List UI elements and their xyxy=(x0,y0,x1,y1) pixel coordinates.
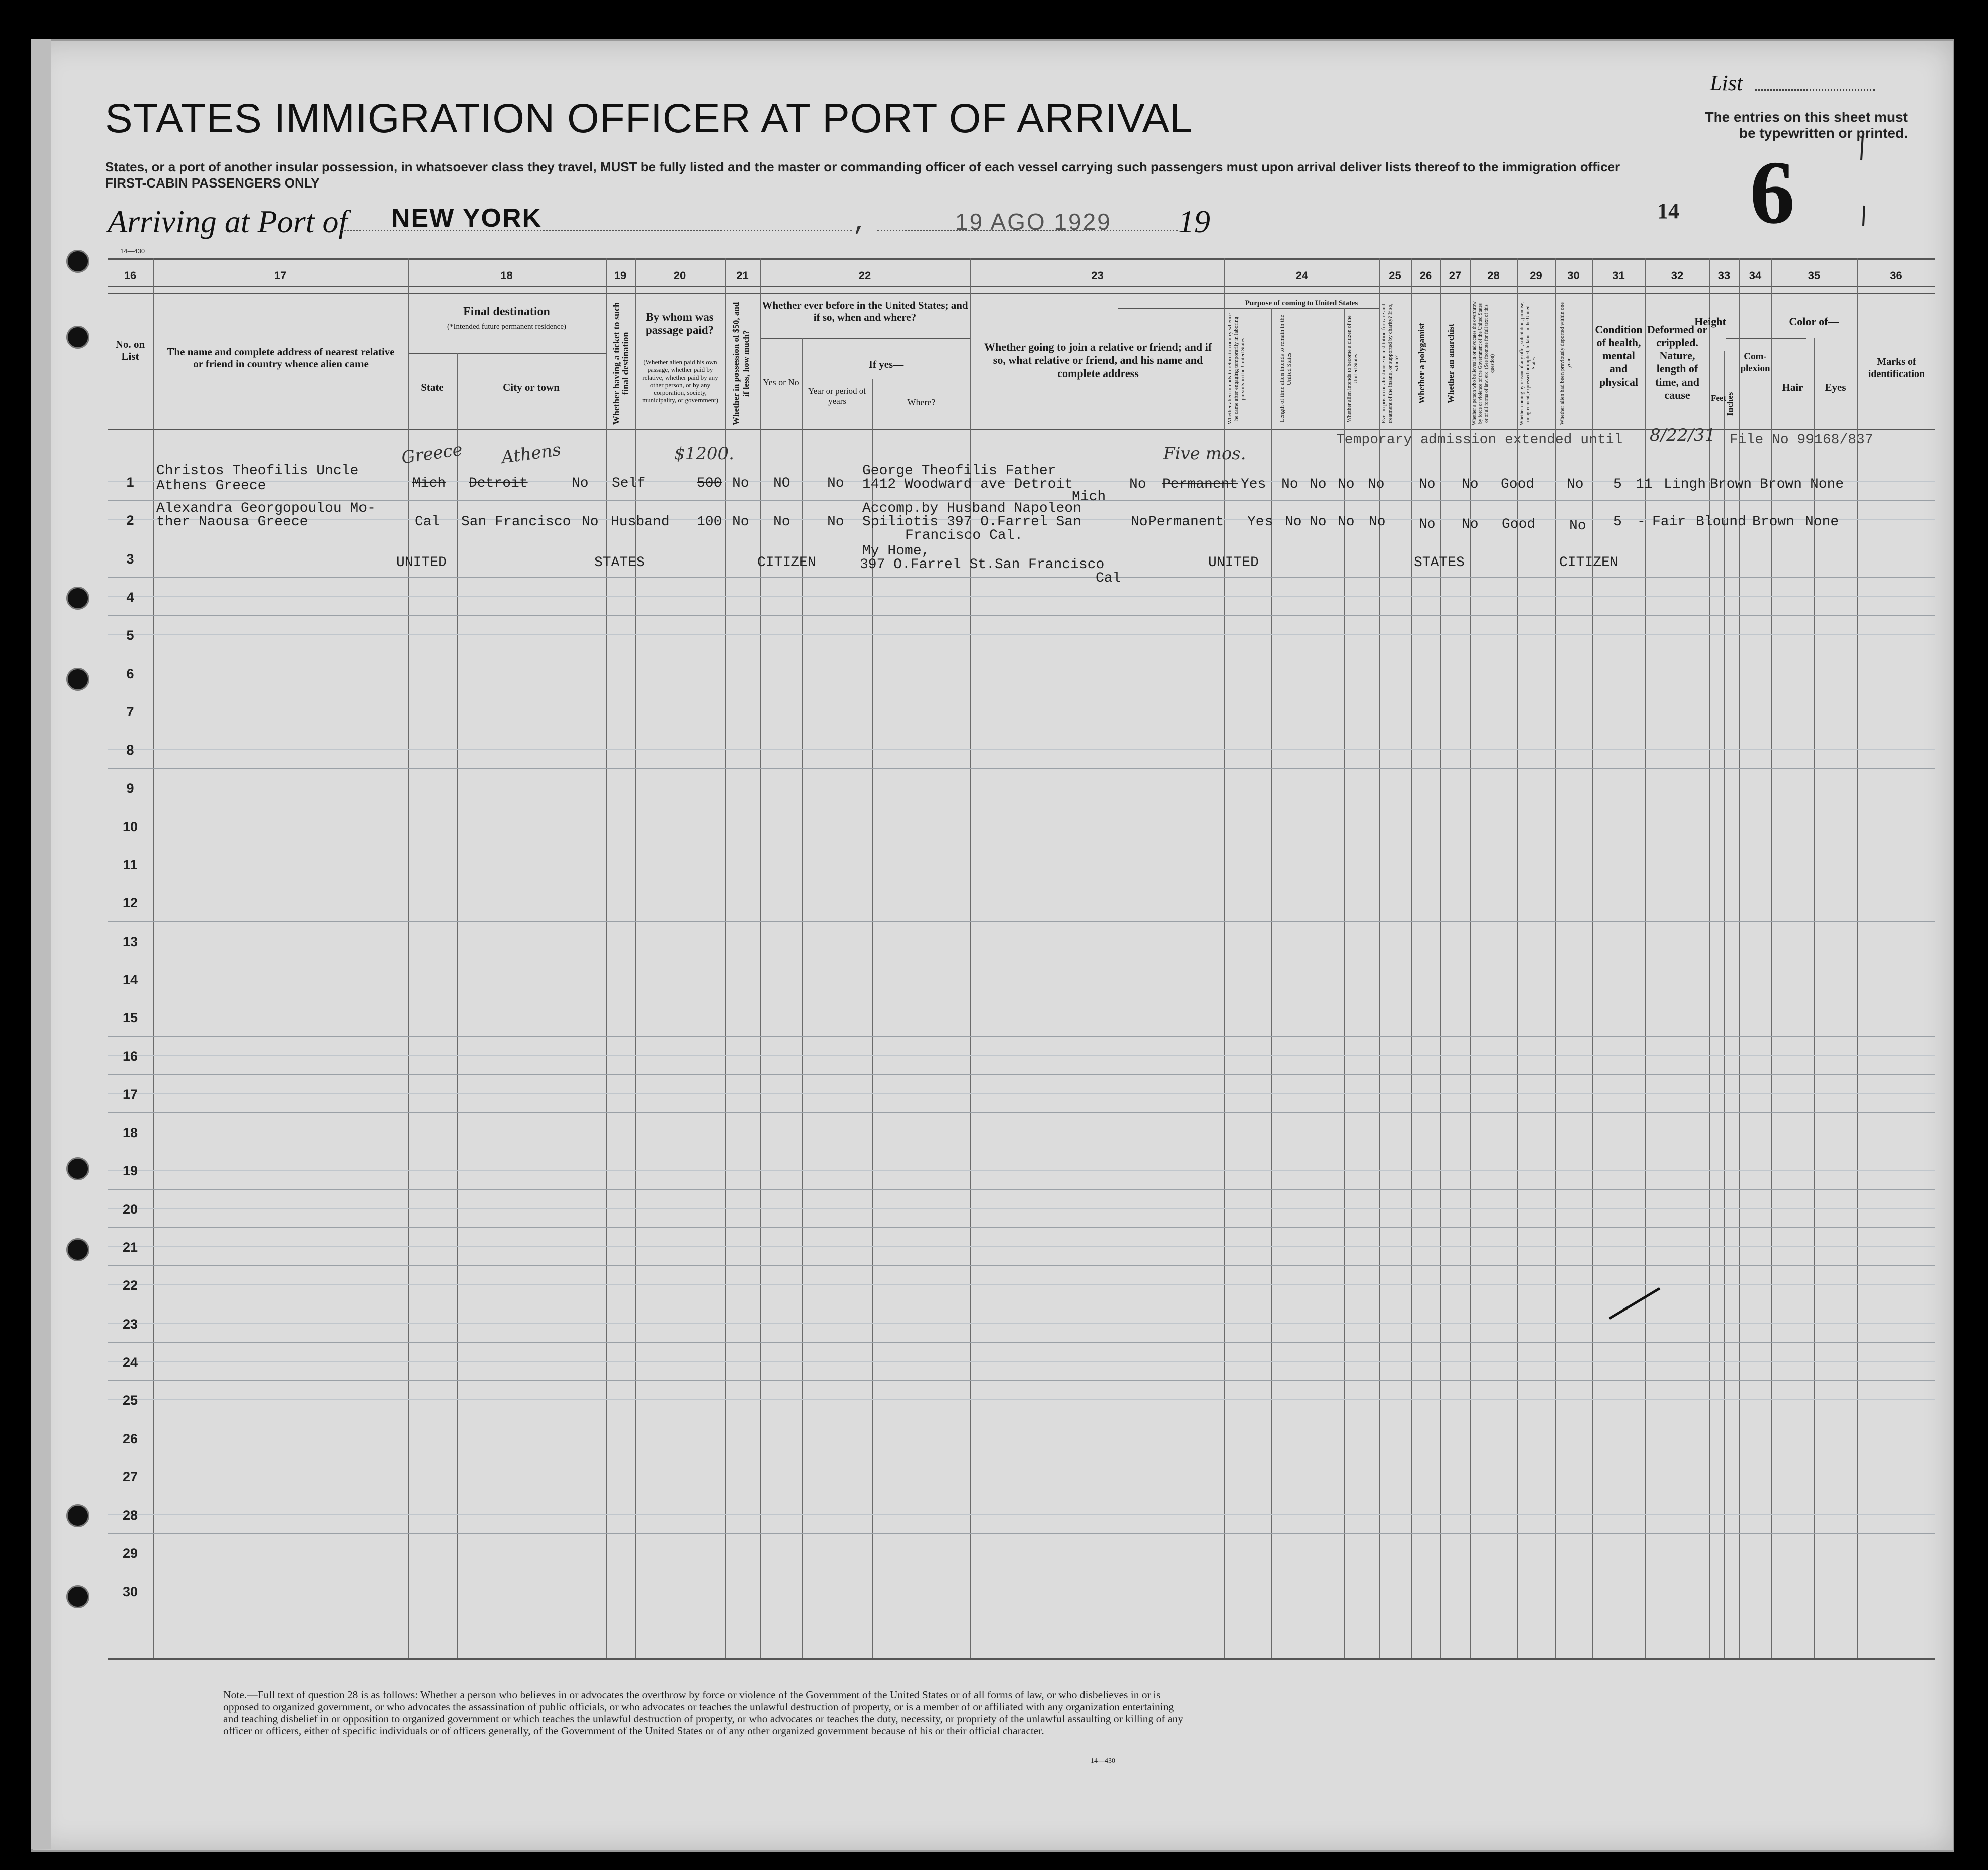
col-divider xyxy=(1724,351,1725,1658)
header-deformed: Deformed or crippled. Nature, length of time, and cause xyxy=(1647,323,1708,401)
row3-states-2: STATES xyxy=(1414,555,1465,571)
row-subline xyxy=(108,1399,1935,1400)
row-number: 15 xyxy=(122,1010,138,1026)
col-divider xyxy=(635,258,636,1658)
column-number-24: 24 xyxy=(1295,269,1308,282)
row2-inches: - xyxy=(1637,514,1646,530)
column-number-28: 28 xyxy=(1487,269,1500,282)
col-divider xyxy=(606,258,607,1658)
header-overthrow: Whether a person who believes in or advocates the overthrow by force or violence of the Government of the United States or of all forms of law, etc. (See footnote for full text of this question) xyxy=(1472,301,1495,426)
row2-deformed: No xyxy=(1569,518,1586,534)
row1-anarchist: No xyxy=(1338,477,1355,492)
row-number: 18 xyxy=(122,1125,138,1141)
row1-where: No xyxy=(827,476,844,491)
row2-return: No xyxy=(1131,514,1148,530)
header-state: State xyxy=(421,381,444,393)
row-number: 10 xyxy=(122,819,138,834)
row2-length: Permanent xyxy=(1148,514,1224,530)
header-inches: Inches xyxy=(1725,392,1735,416)
col-divider xyxy=(153,258,154,1658)
row2-complexion: Fair xyxy=(1652,514,1686,530)
page-title: STATES IMMIGRATION OFFICER AT PORT OF ARRIVAL xyxy=(105,96,1193,141)
row2-relative-line2: ther Naousa Greece xyxy=(156,514,308,530)
row2-join-line2: Spiliotis 397 O.Farrel San xyxy=(862,514,1081,530)
row2-paid-by: Husband xyxy=(611,514,670,530)
column-number-23: 23 xyxy=(1091,269,1104,282)
row1-join-line1: George Theofilis Father xyxy=(862,463,1056,479)
row-number: 9 xyxy=(126,781,134,796)
subtitle-line-2: FIRST-CABIN PASSENGERS ONLY xyxy=(105,175,320,191)
column-number-33: 33 xyxy=(1718,269,1731,282)
table-bottom-rule xyxy=(108,1658,1935,1660)
row1-hair: Brown xyxy=(1710,477,1752,492)
row-number: 25 xyxy=(122,1393,138,1408)
row1-citizen: Yes xyxy=(1241,477,1267,492)
date-stamp: 19 AGO 1929 xyxy=(955,209,1112,235)
subtitle-line-1: States, or a port of another insular possession, in whatsoever class they travel, MUST be fully listed and the master or commanding officer of each vessel carrying such passengers must upon arrival deliver lists thereof to the immigration officer xyxy=(105,159,1620,174)
row-number: 2 xyxy=(126,513,134,528)
header-if-yes: If yes— xyxy=(868,358,904,370)
row1-money: 500 xyxy=(697,476,722,491)
row-subline xyxy=(108,1514,1935,1515)
header-city-or-town: City or town xyxy=(503,381,560,393)
row2-relative-line1: Alexandra Georgopoulou Mo- xyxy=(156,501,376,516)
row1-period: NO xyxy=(773,476,790,491)
row-number: 11 xyxy=(123,857,138,872)
header-labor-offer: Whether coming by reason of any offer, solicitation, promise, or agreement, expressed or implied, to labor in the United States xyxy=(1519,301,1537,426)
header-hair: Hair xyxy=(1782,381,1803,393)
sheet-number: 6 xyxy=(1750,142,1795,242)
header-polygamist: Whether a polygamist xyxy=(1417,323,1426,404)
header-height: Height xyxy=(1694,315,1726,328)
row2-state: Cal xyxy=(415,514,440,530)
column-number-18: 18 xyxy=(500,269,513,282)
row1-eyes: Brown xyxy=(1760,477,1802,492)
c22-subrule xyxy=(760,338,970,339)
row-subline xyxy=(108,1055,1935,1056)
row2-hair: Blound xyxy=(1696,514,1746,530)
ink-stroke xyxy=(1604,1283,1665,1324)
column-number-19: 19 xyxy=(614,269,627,282)
row3-join-line1: My Home, xyxy=(862,543,930,559)
header-feet-label: Feet xyxy=(1711,393,1727,403)
row2-health: Good xyxy=(1502,517,1536,532)
row2-join-line3: Francisco Cal. xyxy=(905,528,1023,543)
row1-overthrow: No xyxy=(1368,477,1385,492)
header-purpose: Purpose of coming to United States xyxy=(1245,299,1358,307)
column-number-26: 26 xyxy=(1419,269,1432,282)
sheet-binding-edge xyxy=(31,39,51,1849)
row-number: 8 xyxy=(126,742,134,758)
footnote: Note.—Full text of question 28 is as follows: Whether a person who believes in or advocates the overthrow by force or violence of the Government of the United States or of all forms of law, or who disbelieves in or is opposed to organized government, or who advocates the assassination of public officials, or who advocates or teaches the unlawful destruction of property, or is a member of or affiliated with any organization entertaining and teaching disbelief in or opposition to organized government or which teaches the unlawful destruction of property, or who advocates or teaches the duty, necessity, or propriety of the unlawful assaulting or killing of any officer or officers, either of specific individuals or of officers generally, of the Government of the United States or of any other organized government because of his or their official character. xyxy=(223,1689,1183,1737)
column-number-25: 25 xyxy=(1389,269,1401,282)
col-divider xyxy=(1771,258,1772,1658)
row3-join-line2: 397 O.Farrel St.San Francisco xyxy=(860,557,1105,573)
port-name: NEW YORK xyxy=(391,204,543,233)
row2-eyes: Brown xyxy=(1752,514,1795,530)
punch-hole xyxy=(66,1238,89,1261)
row-subline xyxy=(108,1170,1935,1171)
col-divider xyxy=(457,353,458,1658)
row-number: 19 xyxy=(122,1163,138,1179)
col-divider xyxy=(1592,258,1593,1658)
row-number: 22 xyxy=(122,1278,138,1293)
punch-hole xyxy=(66,326,89,349)
instructions-line-1: The entries on this sheet must xyxy=(1705,109,1908,125)
punch-hole xyxy=(66,1585,89,1608)
column-number-35: 35 xyxy=(1808,269,1821,282)
arriving-label: Arriving at Port of xyxy=(108,204,348,239)
row2-anarchist: No xyxy=(1338,514,1355,530)
row1-prison: No xyxy=(1281,477,1298,492)
header-ticket: Whether having a ticket to such final destination xyxy=(611,302,630,425)
row3-united-2: UNITED xyxy=(1208,555,1259,571)
row-line xyxy=(108,577,1935,578)
header-deported: Whether alien had been previously deported within one year xyxy=(1559,302,1572,425)
header-year-period: Year or period of years xyxy=(808,386,866,406)
row2-ticket: No xyxy=(582,514,599,530)
column-number-21: 21 xyxy=(736,269,749,282)
row3-united: UNITED xyxy=(396,555,447,571)
row2-city: San Francisco xyxy=(461,514,571,530)
row2-join-line1: Accomp.by Husband Napoleon xyxy=(862,501,1081,516)
header-money: Whether in possession of $50, and if less, how much? xyxy=(731,302,751,425)
col-divider xyxy=(1344,308,1345,1658)
col-divider xyxy=(408,258,409,1658)
row1-health: Good xyxy=(1501,477,1535,492)
row-line xyxy=(108,1112,1935,1113)
row-subline xyxy=(108,1093,1935,1094)
column-number-29: 29 xyxy=(1530,269,1542,282)
row-line xyxy=(108,1227,1935,1228)
header-yes-or-no: Yes or No xyxy=(763,377,799,387)
col-divider xyxy=(725,258,726,1658)
row1-deformed: No xyxy=(1567,477,1584,492)
row-number: 16 xyxy=(122,1048,138,1064)
column-number-rule xyxy=(108,286,1935,287)
row-number: 21 xyxy=(122,1240,138,1255)
col-divider xyxy=(1857,258,1858,1658)
row-subline xyxy=(108,1246,1935,1247)
header-final-destination-note: (*Intended future permanent residence) xyxy=(447,323,566,331)
col-divider xyxy=(1709,258,1710,1658)
c18-subrule xyxy=(408,353,606,354)
handwritten-money: $1200. xyxy=(674,444,734,464)
handwritten-five-months: Five mos. xyxy=(1163,444,1246,464)
row-number: 26 xyxy=(122,1431,138,1446)
row-line xyxy=(108,921,1935,922)
row2-where: No xyxy=(827,514,844,530)
header-become-citizen: Whether alien intends to become a citizen of the United States xyxy=(1346,315,1359,422)
header-passage-paid: By whom was passage paid? xyxy=(645,311,714,336)
header-passage-paid-note: (Whether alien paid his own passage, whether paid by relative, whether paid by any other person, or by any corporation, society, municipality, or government) xyxy=(642,358,718,404)
row-subline xyxy=(108,749,1935,750)
row-subline xyxy=(108,1361,1935,1362)
header-eyes: Eyes xyxy=(1825,381,1846,393)
header-prison: Ever in prison or almshouse or institution for care and treatment of the insane, or supported by charity? If so, which? xyxy=(1381,303,1400,424)
row2-offer: No xyxy=(1419,517,1436,532)
year-prefix: 19 xyxy=(1178,204,1210,239)
comma: , xyxy=(852,208,868,238)
col-divider xyxy=(1271,308,1272,1658)
ink-tick xyxy=(1855,130,1870,231)
row2-citizen: Yes xyxy=(1247,514,1273,530)
header-ever-before: Whether ever before in the United States; and if so, when and where? xyxy=(762,299,968,323)
punch-hole xyxy=(66,668,89,691)
row-number: 1 xyxy=(126,475,134,490)
row-line xyxy=(108,768,1935,769)
row1-relative-line2: Athens Greece xyxy=(156,478,266,494)
row-line xyxy=(108,1074,1935,1075)
column-number-16: 16 xyxy=(124,269,137,282)
row-line xyxy=(108,1342,1935,1343)
header-no-on-list: No. on List xyxy=(115,338,145,362)
header-rule xyxy=(108,293,1935,294)
row-number: 6 xyxy=(126,666,134,681)
header-return: Whether alien intends to return to country whence he came after engaging temporarily in laboring pursuits in the United States xyxy=(1227,313,1246,424)
list-label: List xyxy=(1710,71,1743,95)
row-line xyxy=(108,1533,1935,1534)
row-number: 7 xyxy=(126,704,134,719)
row2-polygamist: No xyxy=(1310,514,1327,530)
header-health: Condition of health, mental and physical xyxy=(1595,323,1643,388)
col-divider xyxy=(1379,258,1380,1658)
row3-states: STATES xyxy=(594,555,645,571)
row-number: 13 xyxy=(122,933,138,949)
row-subline xyxy=(108,596,1935,597)
list-line xyxy=(1755,89,1875,91)
row-number: 23 xyxy=(122,1316,138,1332)
punch-hole xyxy=(66,587,89,610)
instructions-line-2: be typewritten or printed. xyxy=(1739,125,1908,141)
row2-marks: None xyxy=(1805,514,1839,530)
column-number-22: 22 xyxy=(858,269,871,282)
row1-polygamist: No xyxy=(1310,477,1327,492)
row1-ticket: No xyxy=(572,476,589,491)
row1-feet: 5 xyxy=(1613,477,1622,492)
row1-relative-line1: Christos Theofilis Uncle xyxy=(156,463,359,479)
header-where: Where? xyxy=(907,397,936,407)
col-divider xyxy=(1470,258,1471,1658)
column-number-36: 36 xyxy=(1890,269,1902,282)
header-nearest-relative: The name and complete address of nearest relative or friend in country whence alien came xyxy=(167,346,395,370)
table-top-rule xyxy=(108,258,1935,260)
handwritten-athens: Athens xyxy=(500,439,563,468)
col-divider xyxy=(1224,258,1225,1658)
row2-before: No xyxy=(732,514,749,530)
row-number: 12 xyxy=(122,895,138,911)
column-number-30: 30 xyxy=(1567,269,1580,282)
row2-feet: 5 xyxy=(1613,514,1622,530)
row1-marks: None xyxy=(1810,477,1844,492)
row3-citizen: CITIZEN xyxy=(757,555,816,571)
row-number: 24 xyxy=(122,1354,138,1370)
header-complexion: Com-plexion xyxy=(1740,351,1770,374)
row-subline xyxy=(108,634,1935,635)
row-line xyxy=(108,1036,1935,1037)
row1-deported: No xyxy=(1462,477,1479,492)
row3-citizen-2: CITIZEN xyxy=(1559,555,1618,571)
file-number: File No 99168/837 xyxy=(1730,432,1873,448)
handwritten-greece: Greece xyxy=(400,439,464,468)
punch-hole xyxy=(66,1504,89,1527)
row2-deported: No xyxy=(1462,517,1479,532)
col-divider xyxy=(1440,258,1441,1658)
header-going-to-join: Whether going to join a relative or friend; and if so, what relative or friend, and his name and complete address xyxy=(984,341,1212,380)
row-number: 30 xyxy=(122,1584,138,1599)
row1-state: Mich xyxy=(412,476,446,491)
row-line xyxy=(108,1189,1935,1190)
form-code: 14—430 xyxy=(120,247,145,255)
row-number: 27 xyxy=(122,1469,138,1484)
column-number-34: 34 xyxy=(1749,269,1762,282)
page-code: 14 xyxy=(1657,199,1679,223)
row2-overthrow: No xyxy=(1369,514,1386,530)
header-marks-of-identification: Marks of identification xyxy=(1868,356,1925,380)
column-number-20: 20 xyxy=(673,269,686,282)
row-subline xyxy=(108,1208,1935,1209)
row3-join-line3: Cal xyxy=(1096,571,1121,586)
row1-join-line2: 1412 Woodward ave Detroit xyxy=(862,477,1073,492)
row-number: 17 xyxy=(122,1086,138,1102)
row1-city: Detroit xyxy=(469,476,528,491)
col-divider xyxy=(1411,258,1412,1658)
column-number-31: 31 xyxy=(1612,269,1625,282)
row-line xyxy=(108,615,1935,616)
row1-complexion: Lingh xyxy=(1664,477,1706,492)
row-number: 5 xyxy=(126,628,134,643)
punch-hole xyxy=(66,1157,89,1180)
row-number: 29 xyxy=(122,1546,138,1561)
header-final-destination: Final destination xyxy=(463,305,550,318)
row2-money: 100 xyxy=(697,514,722,530)
row1-before: No xyxy=(732,476,749,491)
row1-offer: No xyxy=(1419,477,1436,492)
row1-join-line3: Mich xyxy=(1072,489,1106,505)
col-divider xyxy=(1517,258,1518,1658)
row-line xyxy=(108,1380,1935,1381)
row-number: 20 xyxy=(122,1201,138,1217)
col-divider xyxy=(1555,258,1556,1658)
footnote-code: 14—430 xyxy=(1091,1757,1115,1765)
row2-prison: No xyxy=(1285,514,1302,530)
row1-paid-by: Self xyxy=(612,476,646,491)
row2-period: No xyxy=(773,514,790,530)
row-line xyxy=(108,1265,1935,1266)
column-number-32: 32 xyxy=(1671,269,1684,282)
row1-length: Permanent xyxy=(1162,477,1238,492)
punch-hole xyxy=(66,250,89,273)
row-number: 28 xyxy=(122,1508,138,1523)
row1-inches: 11 xyxy=(1636,477,1653,492)
col-divider xyxy=(760,258,761,1658)
col-divider xyxy=(1739,258,1740,1658)
row-number: 4 xyxy=(126,589,134,605)
row1-return: No xyxy=(1129,477,1146,492)
temporary-admission-stamp: Temporary admission extended until xyxy=(1336,432,1623,448)
c35-subrule xyxy=(1726,338,1806,339)
row-number: 14 xyxy=(122,972,138,987)
row-number: 3 xyxy=(126,551,134,567)
column-number-17: 17 xyxy=(274,269,287,282)
column-number-27: 27 xyxy=(1449,269,1462,282)
header-color-of: Color of— xyxy=(1789,315,1839,328)
header-length-of-stay: Length of time alien intends to remain in the United States xyxy=(1278,315,1292,423)
handwritten-extension-date: 8/22/31 xyxy=(1650,425,1716,445)
col-divider xyxy=(1645,258,1646,1658)
header-anarchist: Whether an anarchist xyxy=(1446,323,1456,404)
